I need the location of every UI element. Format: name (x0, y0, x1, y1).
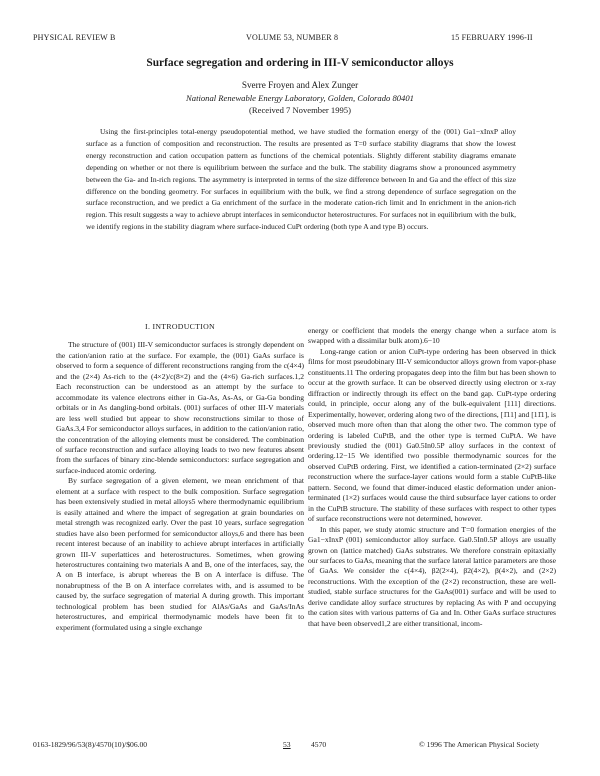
right-paragraph-3: In this paper, we study atomic structure and T=0 formation energies of the Ga1−xInxP (001) semiconductor alloy surface. Ga0.5In0.5P alloys are usually grown on (lattice matched) GaAs substrates. We therefore constrain epitaxially our surfaces to GaAs, meaning that the surface lateral lattice parameters are those of GaAs. We consider the c(4×4), β2(2×4), β2(4×2), β(4×2), and (2×2) reconstructions. With the exception of the (2×2) reconstruction, these are well-studied, stable surface structures for the GaAs(001) surface and will be used to derive candidate alloy surface structures by replacing As with P and occupying the cation sites with various patterns of Ga and In. Other GaAs surface structures that have been observed1,2 are either transitional, incom- (308, 524, 556, 628)
paper-authors: Sverre Froyen and Alex Zunger (241, 80, 359, 90)
abstract: Using the first-principles total-energy pseudopotential method, we have studied the formation energy of the (001) Ga1−xInxP alloy surface as a function of composition and reconstruction. The results are presented as T=0 surface stability diagrams that show the lowest energy reconstruction and cation occupation pattern as functions of the chemical potentials. Slightly different stability diagrams emanate depending on whether or not there is equilibrium between the surface and the bulk. The stability diagrams show a pronounced asymmetry between the Ga- and In-rich regions. The asymmetry is interpreted in terms of the size difference between In and Ga and the effect of this size difference on the bonding geometry. For surfaces in equilibrium with the bulk, we find a strong dependence of surface segregation on the surface reconstruction, and we predict a Ga enrichment of the surface in the moderate cation-rich limit and In enrichment in the anion-rich region. This result suggests a way to achieve abrupt interfaces in semiconductor heterostructures. For surfaces not in equilibrium with the bulk, we identify regions in the stability diagram where surface-induced CuPt ordering (both type A and type B) occurs. (86, 127, 516, 232)
right-paragraph-1: energy or coefficient that models the energy change when a surface atom is swapped with a dissimilar bulk atom).6−10 (308, 326, 556, 346)
right-paragraph-2: Long-range cation or anion CuPt-type ordering has been observed in thick films for most pseudobinary III-V semiconductor alloys grown from vapor-phase constituents.11 The ordering propagates deep into the film but has been shown to occur at the growth surface. It can be observed directly using electron or x-ray diffraction or indirectly through its effect on the band gap. CuPt-type ordering could, in principle, occur along any of the bulk-equivalent [111] directions. Experimentally, however, ordering along two of the directions, [1̄11] and [11̄1], is observed much more often than that along the other two. The common type of ordering is labeled CuPtB, and the other type is termed CuPtA. We have previously studied the (001) Ga0.5In0.5P alloy surfaces in the context of ordering.12−15 We identified two possible thermodynamic sources for the observed CuPtB ordering. First, we identified a cation-terminated (2×2) surface reconstruction where the surface-layer cations would form a stable CuPtB-like pattern. Second, we found that dimer-induced elastic deformation under anion-terminated (1×2) surfaces would cause the third subsurface layer cations to order in the CuPtB structure. The stability of these surfaces with respect to other types of surface reconstructions were not determined, however. (308, 346, 556, 524)
running-head-volume: VOLUME 53, NUMBER 8 (246, 33, 339, 42)
footer-copyright: © 1996 The American Physical Society (419, 740, 540, 749)
received-date: (Received 7 November 1995) (249, 105, 351, 115)
section-heading: I. INTRODUCTION (145, 322, 215, 331)
running-head-date: 15 FEBRUARY 1996-II (451, 33, 533, 42)
right-column (308, 326, 556, 629)
running-head-journal: PHYSICAL REVIEW B (33, 33, 116, 42)
footer-page-number: 4570 (311, 740, 327, 749)
paper-title: Surface segregation and ordering in III-V semiconductor alloys (146, 57, 454, 69)
footer-volume-number: 53 (283, 740, 291, 749)
left-paragraph-1: The structure of (001) III-V semiconductor surfaces is strongly dependent on the cation/anion ratio at the surface. For example, the (001) GaAs surface is observed to form a sequence of different reconstructions ranging from the c(4×4) and the (2×4) As-rich to the (4×2)/c(8×2) and the (4×6) Ga-rich surfaces.1,2 Each reconstruction can be understood as an attempt by the surface to accommodate its valence electrons either in Ga-As, As-As, or Ga-Ga bonding orbitals or in As dangling-bond orbitals. (001) surfaces of other III-V materials are less well studied but appear to show reconstructions similar to those of GaAs.3,4 For semiconductor alloys surfaces, in addition to the cation/anion ratio, the concentration of the alloying elements must be considered. The combination of surface reconstruction and surface alloying leads to two new features absent from the surfaces of binary zinc-blende semiconductors: surface segregation and surface-induced atomic ordering. (56, 340, 304, 475)
left-column (56, 322, 304, 633)
footer-issn: 0163-1829/96/53(8)/4570(10)/$06.00 (33, 740, 148, 749)
author-affiliation: National Renewable Energy Laboratory, Golden, Colorado 80401 (186, 93, 414, 103)
left-paragraph-2: By surface segregation of a given element, we mean enrichment of that element at a surface with respect to the bulk composition. Surface segregation has been extensively studied in metal alloys5 where thermodynamic equilibrium is easily attained and where the impact of segregation at grain boundaries on metal strength was recognized early. Over the past 10 years, surface segregation studies have also been performed for semiconductor alloys,6 and there has been recent interest because of an inability to achieve abrupt interfaces in artificially grown III-V superlattices and heterostructures. Sometimes, when growing heterostructures containing two materials A and B, one of the interfaces, say, the A on B interface, is abrupt whereas the B on A interface is diffuse. The nonabruptness of the B on A interface correlates with, and is assumed to be caused by, the surface segregation of material A during growth. This important technological problem has been studied for AlAs/GaAs and GaAs/InAs heterostructures, and empirical thermodynamic models have been fit to experiment (formulated using a single exchange (56, 476, 304, 632)
